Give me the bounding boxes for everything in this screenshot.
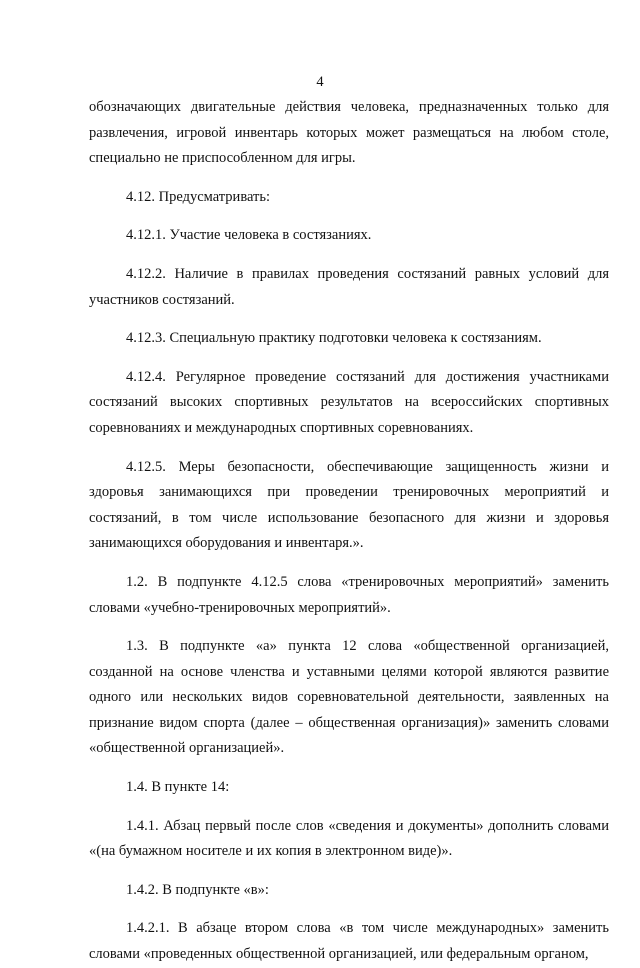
paragraph: 4.12.5. Меры безопасности, обеспечивающие защищенность жизни и здоровья занимающихся при проведении тренировочных мероприятий и состязаний, в том числе использование безопасного для жизни и здоровья занимающихся оборудования и инвентаря.».	[89, 458, 609, 552]
paragraph: 1.4.2. В подпункте «в»:	[126, 881, 269, 898]
paragraph: обозначающих двигательные действия человека, предназначенных только для развлечения, игровой инвентарь которых может размещаться на любом столе, специально не приспособленном для игры.	[89, 99, 609, 167]
paragraph: 4.12.2. Наличие в правилах проведения состязаний равных условий для участников состязаний.	[89, 265, 609, 308]
page-number: 4	[316, 74, 324, 90]
paragraph: 1.4.2.1. В абзаце втором слова «в том числе международных» заменить словами «проведенных общественной организацией, или федеральным органом,	[89, 920, 609, 963]
paragraph: 4.12.1. Участие человека в состязаниях.	[126, 227, 372, 244]
paragraph: 1.4. В пункте 14:	[126, 779, 230, 796]
paragraph: 1.3. В подпункте «а» пункта 12 слова «общественной организацией, созданной на основе членства и уставными целями которой являются развитие одного или нескольких видов соревновательной деятельности, заявленных на признание видом спорта (далее – общественная организация)» заменить словами «общественной организацией».	[89, 638, 609, 757]
paragraph: 4.12.4. Регулярное проведение состязаний для достижения участниками состязаний высоких спортивных результатов на всероссийских спортивных соревнованиях и международных спортивных соревнованиях.	[89, 368, 609, 436]
paragraph: 1.4.1. Абзац первый после слов «сведения и документы» дополнить словами «(на бумажном носителе и их копия в электронном виде)».	[89, 817, 609, 860]
paragraph: 1.2. В подпункте 4.12.5 слова «тренировочных мероприятий» заменить словами «учебно-тренировочных мероприятий».	[89, 573, 609, 616]
paragraph: 4.12.3. Специальную практику подготовки человека к состязаниям.	[126, 330, 542, 347]
document-body	[89, 95, 609, 968]
paragraph: 4.12. Предусматривать:	[126, 188, 271, 205]
